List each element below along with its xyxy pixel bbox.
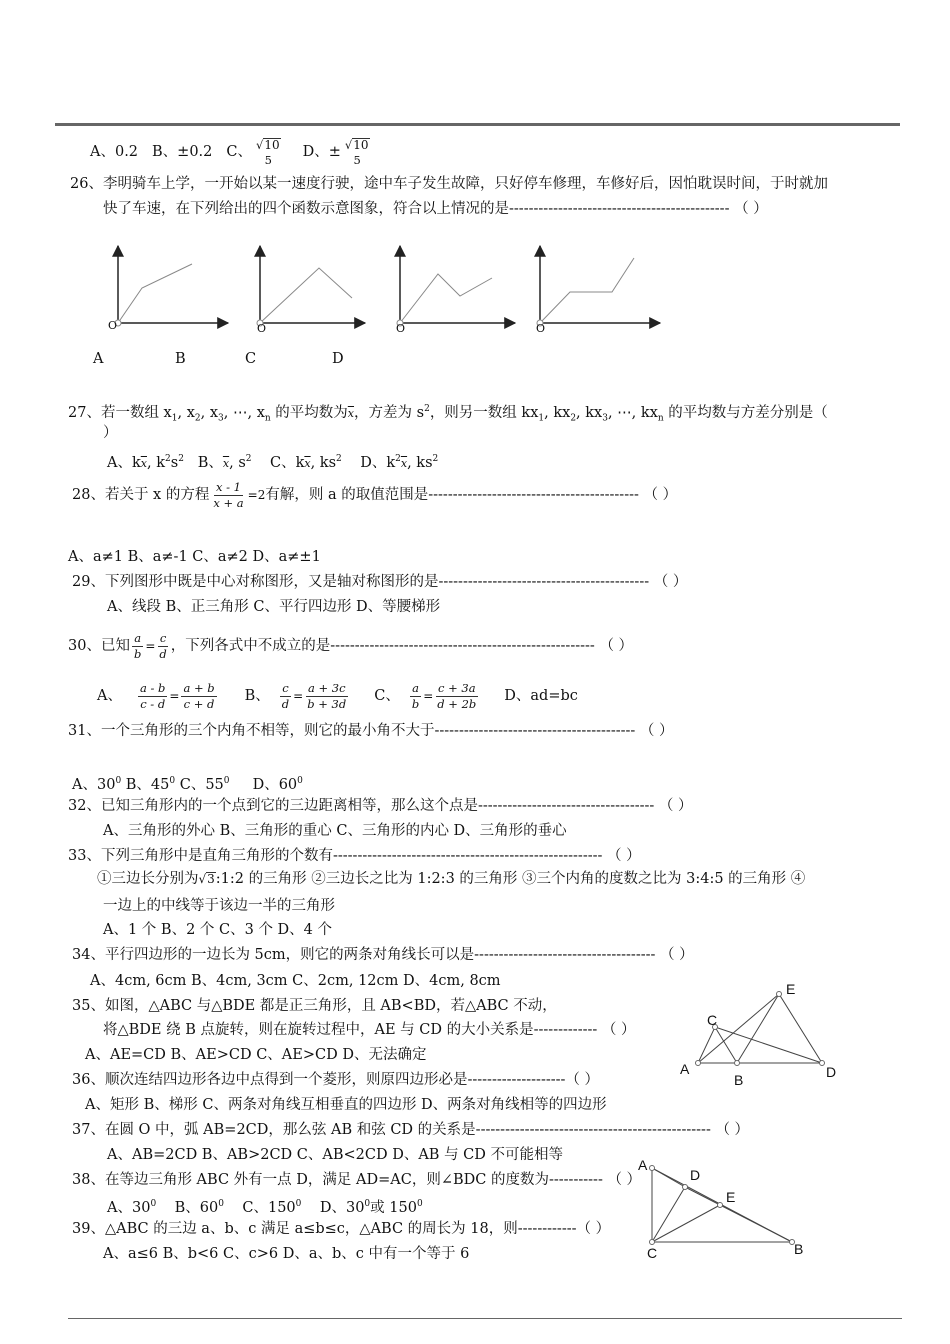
q25-options xyxy=(90,132,374,172)
q37-options: A、AB=2CD B、AB>2CD C、AB<2CD D、AB 与 CD 不可能相等 xyxy=(107,1147,564,1163)
q30-options: A、 $\frac{a - b}{c - d}$ = $\frac{a + b}{c + d}$ B、 $\frac{c}{d}$ = $\frac{a + 3c}{b + 3d}$ C、 $\frac{a}{b}$ = $\frac{c + 3a}{d + 2b}$ D、ad=bc xyxy=(97,680,578,711)
q38-label-e: E xyxy=(726,1189,736,1205)
q28-stem: 28、若关于 x 的方程 $\frac{x - 1}{x + a}$ =2 有解，则 a 的取值范围是------------------------------------------- （ ） xyxy=(72,479,678,510)
q27-line2: ） xyxy=(103,425,118,441)
q27-line1: 27、若一数组 $x_1$, $x_2$, $x_3$, ⋯, $x_n$ 的平均数为$\overline{x}$，方差为 $s^2$，则另一数组 $kx_1$, $kx_2$, $kx_3$, ⋯, $kx_n$ 的平均数与方差分别是（ xyxy=(68,404,828,424)
q36-stem: 36、顺次连结四边形各边中点得到一个菱形，则原四边形必是--------------------（ ） xyxy=(72,1072,600,1088)
q25-option-a: A、0.2 xyxy=(90,144,139,160)
q35-label-a: A xyxy=(680,1061,690,1077)
graph-label-d: D xyxy=(332,351,344,367)
graph-a-origin: O xyxy=(108,319,118,332)
q34-stem: 34、平行四边形的一边长为 5cm，则它的两条对角线长可以是------------------------------------- （ ） xyxy=(72,947,694,963)
graph-label-b: B xyxy=(175,351,186,367)
graph-c xyxy=(397,246,515,326)
q38-label-a: A xyxy=(638,1157,648,1173)
q35-label-e: E xyxy=(786,981,796,997)
graph-a xyxy=(115,246,228,326)
q38-figure xyxy=(640,1155,810,1255)
graph-b xyxy=(257,246,365,326)
q29-options: A、线段 B、正三角形 C、平行四边形 D、等腰梯形 xyxy=(107,599,441,615)
q26-graphs xyxy=(90,240,680,340)
graph-label-c: C xyxy=(245,351,257,367)
q38-label-c: C xyxy=(647,1245,658,1261)
q35-line2: 将△BDE 绕 B 点旋转，则在旋转过程中，AE 与 CD 的大小关系是------------- （ ） xyxy=(103,1022,636,1038)
graph-d xyxy=(537,246,660,326)
q33-line1: ①三边长分别为√3:1:2 的三角形 ②三边长之比为 1:2:3 的三角形 ③三个内角的度数之比为 3:4:5 的三角形 ④ xyxy=(97,871,806,887)
q35-line1: 35、如图，△ABC 与△BDE 都是正三角形，且 AB<BD，若△ABC 不动， xyxy=(72,998,557,1014)
q32-options: A、三角形的外心 B、三角形的重心 C、三角形的内心 D、三角形的垂心 xyxy=(103,823,567,839)
header-rule xyxy=(55,123,900,126)
q25-option-d: D、± xyxy=(302,144,341,160)
q26-line2: 快了车速，在下列给出的四个函数示意图象，符合以上情况的是--------------------------------------------- （ ） xyxy=(103,201,768,217)
q25-option-c: C、 xyxy=(226,144,253,160)
q35-options: A、AE=CD B、AE>CD C、AE>CD D、无法确定 xyxy=(85,1047,427,1063)
q35-label-d: D xyxy=(826,1064,837,1080)
q39-options: A、a≤6 B、b<6 C、c>6 D、a、b、c 中有一个等于 6 xyxy=(103,1246,470,1262)
graph-d-origin: O xyxy=(536,322,546,335)
q38-label-b: B xyxy=(794,1241,804,1257)
q34-options: A、4cm, 6cm B、4cm, 3cm C、2cm, 12cm D、4cm, 8cm xyxy=(90,973,501,989)
q32-stem: 32、已知三角形内的一个点到它的三边距离相等，那么这个点是------------------------------------ （ ） xyxy=(68,798,693,814)
q33-line2: 一边上的中线等于该边一半的三角形 xyxy=(103,898,335,914)
q35-label-b: B xyxy=(734,1072,744,1088)
q39-stem: 39、△ABC 的三边 a、b、c 满足 a≤b≤c，△ABC 的周长为 18，则------------（ ） xyxy=(72,1221,611,1237)
graph-label-a: A xyxy=(93,351,104,367)
footer-rule xyxy=(68,1318,902,1319)
q26-line1: 26、李明骑车上学，一开始以某一速度行驶，途中车子发生故障，只好停车修理，车修好后，因怕耽误时间，于时就加 xyxy=(70,176,828,192)
q38-options: A、$30^0$ B、$60^0$ C、$150^0$ D、$30^0$或 $150^0$ xyxy=(107,1199,423,1216)
q25-option-b: B、±0.2 xyxy=(152,144,213,160)
q35-figure xyxy=(680,980,850,1090)
q25-option-c-fraction: √10 5 xyxy=(256,137,280,167)
q30-stem: 30、已知 $\frac{a}{b}$ = $\frac{c}{d}$ ，下列各式中不成立的是------------------------------------------------------ （ ） xyxy=(68,630,634,661)
q29-stem: 29、下列图形中既是中心对称图形，又是轴对称图形的是------------------------------------------- （ ） xyxy=(72,574,688,590)
q31-stem: 31、一个三角形的三个内角不相等，则它的最小角不大于----------------------------------------- （ ） xyxy=(68,723,674,739)
q28-options: A、a≠1 B、a≠-1 C、a≠2 D、a≠±1 xyxy=(68,549,321,565)
q31-options: A、$30^0$ B、$45^0$ C、$55^0$ D、$60^0$ xyxy=(72,776,303,793)
q35-label-c: C xyxy=(707,1012,718,1028)
q36-options: A、矩形 B、梯形 C、两条对角线互相垂直的四边形 D、两条对角线相等的四边形 xyxy=(85,1097,607,1113)
q33-stem: 33、下列三角形中是直角三角形的个数有------------------------------------------------------- （ ） xyxy=(68,848,641,864)
q27-options: A、$k\overline{x}$, $k^2s^2$ B、$\overline{x}$, $s^2$ C、$k\overline{x}$, $ks^2$ D、$k^2\overline{x}$, $ks^2$ xyxy=(107,454,439,471)
q37-stem: 37、在圆 O 中，弧 AB=2CD，那么弦 AB 和弦 CD 的关系是------------------------------------------------ （ ） xyxy=(72,1122,750,1138)
q25-option-d-fraction: √10 5 xyxy=(344,137,369,167)
q33-options: A、1 个 B、2 个 C、3 个 D、4 个 xyxy=(103,922,333,938)
graph-b-origin: O xyxy=(257,322,267,335)
q38-label-d: D xyxy=(690,1167,701,1183)
graph-c-origin: O xyxy=(396,322,406,335)
q38-stem: 38、在等边三角形 ABC 外有一点 D，满足 AD=AC，则∠BDC 的度数为----------- （ ） xyxy=(72,1172,642,1188)
